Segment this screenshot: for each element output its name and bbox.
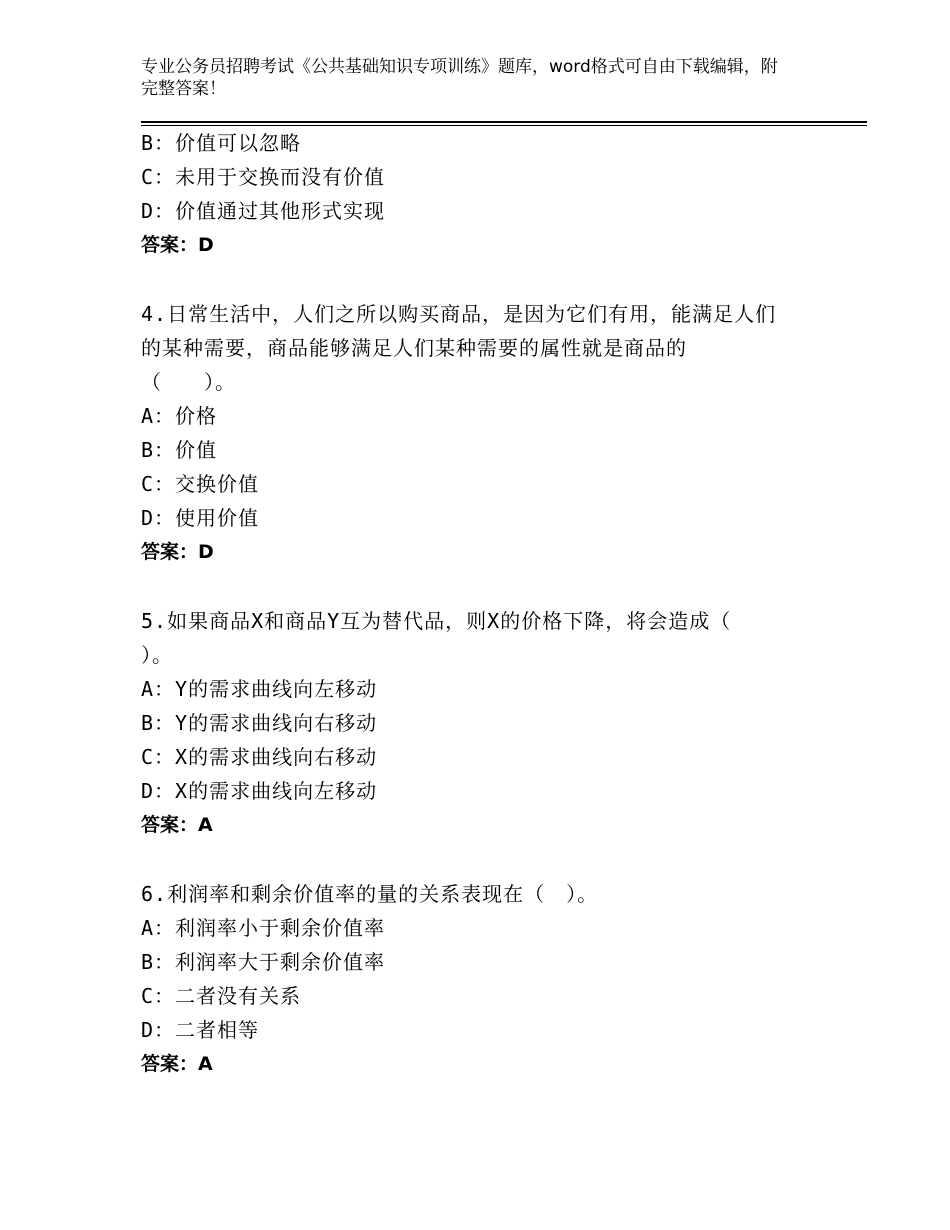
q6-stem-line1: 6.利润率和剩余价值率的量的关系表现在（ ）。 (141, 882, 599, 906)
q5-option-c: C：X的需求曲线向右移动 (141, 745, 378, 769)
q4-option-b: B：价值 (141, 438, 218, 462)
q6-option-c: C：二者没有关系 (141, 984, 302, 1008)
header-rule-thin (141, 125, 867, 126)
q5-option-b: B：Y的需求曲线向右移动 (141, 711, 378, 735)
q4-option-c: C：交换价值 (141, 472, 260, 496)
q5-option-a: A：Y的需求曲线向左移动 (141, 677, 378, 701)
q4-option-d: D：使用价值 (141, 506, 260, 530)
q4-option-a: A：价格 (141, 404, 218, 428)
q4-stem-line3: （ ）。 (141, 370, 236, 394)
header-rule-thick (141, 121, 867, 123)
q3-answer: 答案：D (141, 234, 214, 256)
q5-option-d: D：X的需求曲线向左移动 (141, 779, 378, 803)
q4-stem-line2: 的某种需要，商品能够满足人们某种需要的属性就是商品的 (141, 336, 687, 360)
q6-option-a: A：利润率小于剩余价值率 (141, 916, 386, 940)
q4-stem-line1: 4.日常生活中，人们之所以购买商品，是因为它们有用，能满足人们 (141, 302, 777, 326)
q5-stem-line1: 5.如果商品X和商品Y互为替代品，则X的价格下降，将会造成（ (141, 609, 732, 633)
page-header: 专业公务员招聘考试《公共基础知识专项训练》题库，word格式可自由下载编辑，附完整答案！ (141, 57, 778, 99)
q6-option-b: B：利润率大于剩余价值率 (141, 950, 386, 974)
q3-option-c: C：未用于交换而没有价值 (141, 165, 386, 189)
q6-option-d: D：二者相等 (141, 1018, 260, 1042)
q5-answer: 答案：A (141, 814, 213, 836)
q3-option-b: B：价值可以忽略 (141, 131, 302, 155)
q3-option-d: D：价值通过其他形式实现 (141, 199, 386, 223)
q5-stem-line2: ）。 (141, 643, 173, 667)
q6-answer: 答案：A (141, 1053, 213, 1075)
q4-answer: 答案：D (141, 541, 214, 563)
